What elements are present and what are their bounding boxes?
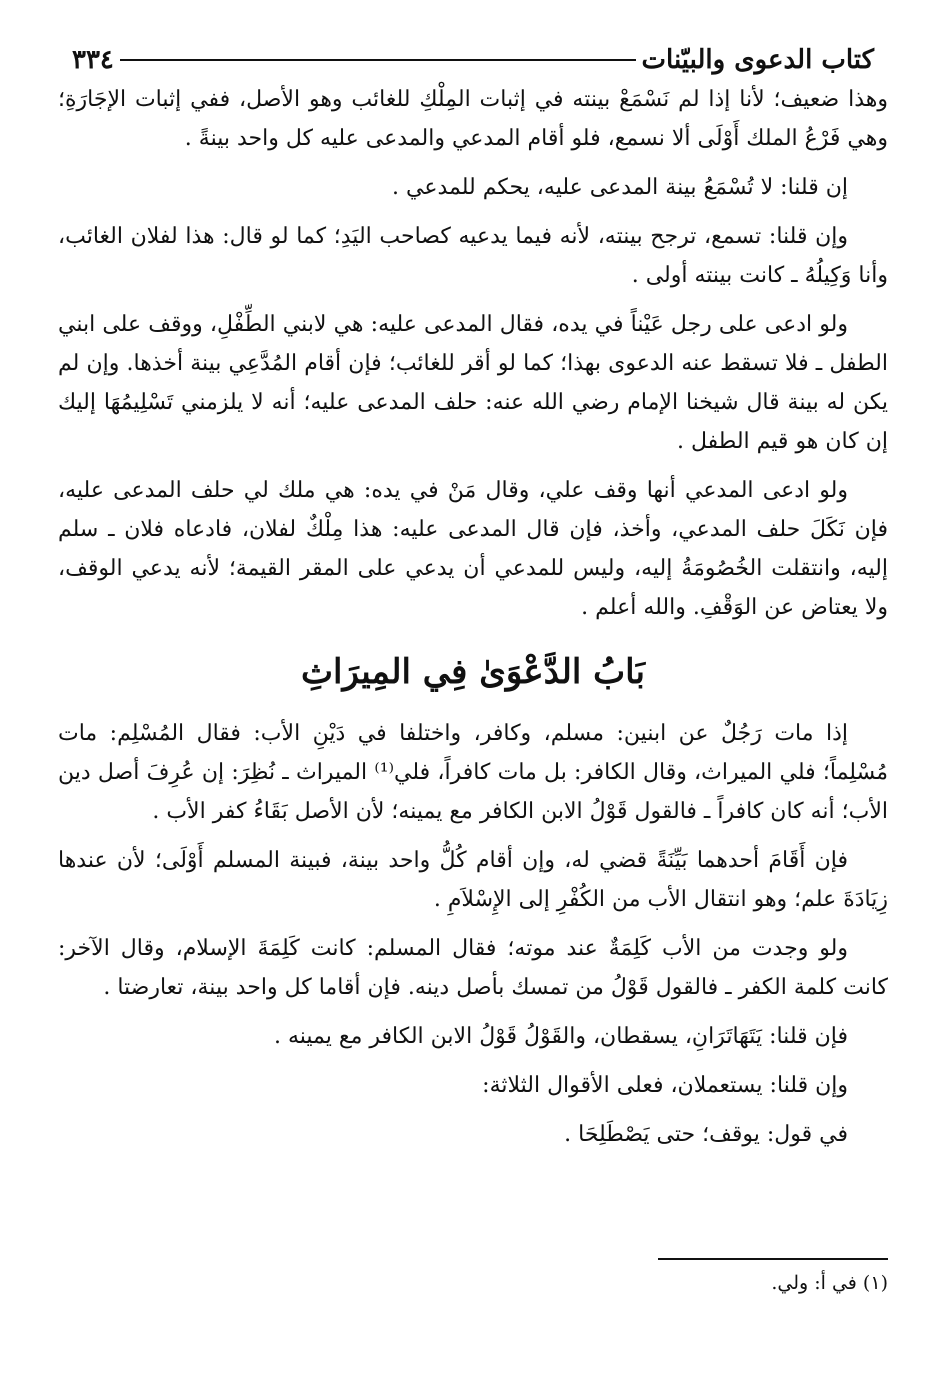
book-title: كتاب الدعوى والبيّنات — [641, 45, 874, 75]
paragraph: ولو وجدت من الأب كَلِمَةٌ عند موته؛ فقال المسلم: كانت كَلِمَةَ الإسلام، وقال الآخر: كانت كلمة الكفر ـ فالقول قَوْلُ من تمسك بأصل دينه. فإن أقاما كل واحد بينة، تعارضتا . — [58, 936, 888, 1000]
header-rule — [120, 59, 636, 61]
paragraph: فإن قلنا: يَتَهَاتَرَانِ، يسقطان، والقَوْلُ قَوْلُ الابن الكافر مع يمينه . — [273, 1024, 848, 1049]
main-text — [58, 80, 888, 1154]
paragraph: ولو ادعى المدعي أنها وقف علي، وقال مَنْ في يده: هي ملك لي حلف المدعى عليه، فإن نَكَلَ حلف المدعي، وأخذ، فإن قال المدعى عليه: هذا مِلْكٌ لفلان، فادعاه فلان ـ سلم إليه، وانتقلت الخُصُومَةُ إليه، وليس للمدعي أن يدعي على المقر القيمة؛ لأنه يدعي الوقف، ولا يعتاض عن الوَقْفِ. والله أعلم . — [58, 478, 888, 620]
chapter-title: بَابُ الدَّعْوَىٰ فِي المِيرَاثِ — [301, 652, 645, 692]
book-page — [58, 40, 888, 1340]
footnote: (١) في أ: ولي. — [771, 1272, 888, 1294]
page-number: ٣٣٤ — [72, 45, 114, 75]
paragraph: ولو ادعى على رجل عَيْناً في يده، فقال المدعى عليه: هي لابني الطِّفْلِ، ووقف على ابني الطفل ـ فلا تسقط عنه الدعوى بهذا؛ كما لو أقر للغائب؛ فإن أقام المُدَّعِي بينة أخذها. وإن لم يكن له بينة قال شيخنا الإمام رضي الله عنه: حلف المدعى عليه؛ أنه لا يلزمني تَسْلِيمُهَا إليك إن كان هو قيم الطفل . — [58, 312, 888, 454]
paragraph: وإن قلنا: تسمع، ترجح بينته، لأنه فيما يدعيه كصاحب اليَدِ؛ كما لو قال: هذا لفلان الغائب، وأنا وَكِيلُهُ ـ كانت بينته أولى . — [58, 224, 888, 288]
paragraph: إذا مات رَجُلٌ عن ابنين: مسلم، وكافر، واختلفا في دَيْنِ الأب: فقال المُسْلِم: مات مُسْلِماً؛ فلي الميراث، وقال الكافر: بل مات كافراً، فلي⁽¹⁾ الميراث ـ نُظِرَ: إن عُرِفَ أصل دين الأب؛ أنه كان كافراً ـ فالقول قَوْلُ الابن الكافر مع يمينه؛ لأن الأصل بَقَاءُ كفر الأب . — [58, 721, 888, 824]
paragraph: إن قلنا: لا تُسْمَعُ بينة المدعى عليه، يحكم للمدعي . — [392, 175, 848, 200]
paragraph: فإن أَقَامَ أحدهما بَيِّنَةً قضي له، وإن أقام كُلُّ واحد بينة، فبينة المسلم أَوْلَى؛ لأن عندها زِيَادَةَ علم؛ وهو انتقال الأب من الكُفْرِ إلى الإِسْلاَمِ . — [58, 848, 888, 912]
paragraph: وهذا ضعيف؛ لأنا إذا لم نَسْمَعْ بينته في إثبات المِلْكِ للغائب وهو الأصل، ففي إثبات الإجَارَةِ؛ وهي فَرْعُ الملك أَوْلَى ألا نسمع، فلو أقام المدعي والمدعى عليه كل واحد بينةً . — [58, 87, 888, 151]
footnote-rule — [658, 1258, 888, 1260]
paragraph: وإن قلنا: يستعملان، فعلى الأقوال الثلاثة: — [482, 1073, 848, 1098]
page-header — [58, 40, 888, 80]
paragraph: في قول: يوقف؛ حتى يَصْطَلِحَا . — [564, 1122, 848, 1147]
